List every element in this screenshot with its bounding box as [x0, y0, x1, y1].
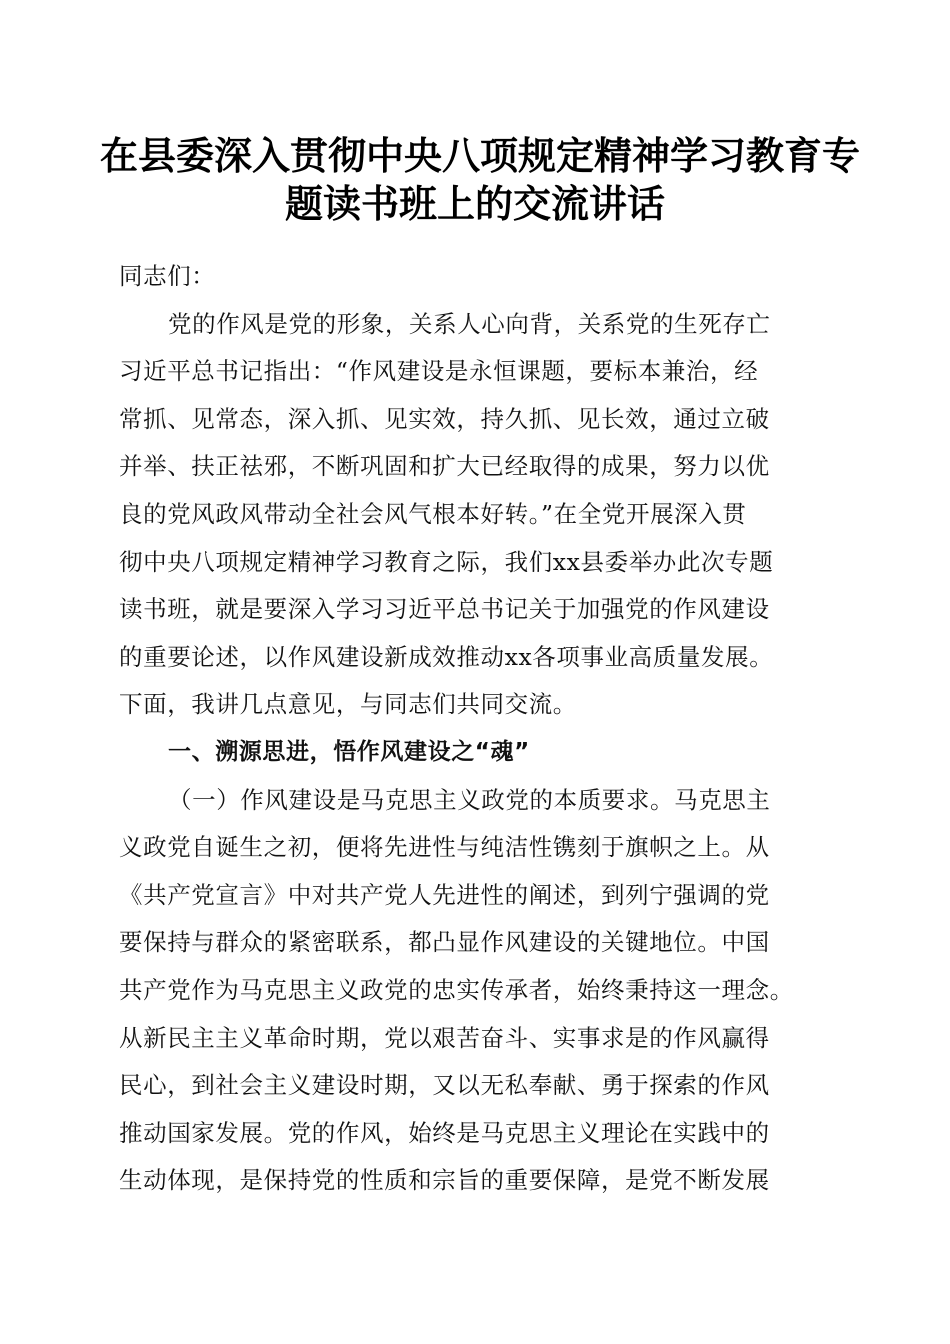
paragraph-line: 从新民主主义革命时期，党以艰苦奋斗、实事求是的作风赢得 — [119, 1023, 770, 1052]
paragraph-line: 并举、扶正祛邪，不断巩固和扩大已经取得的成果，努力以优 — [119, 452, 770, 481]
document-body — [119, 253, 834, 1205]
paragraph-line: 生动体现，是保持党的性质和宗旨的重要保障，是党不断发展 — [119, 1166, 770, 1195]
paragraph-line: 彻中央八项规定精神学习教育之际，我们xx县委举办此次专题 — [119, 547, 774, 576]
paragraph-line: 义政党自诞生之初，便将先进性与纯洁性镌刻于旗帜之上。从 — [119, 833, 770, 862]
paragraph-line: 要保持与群众的紧密联系，都凸显作风建设的关键地位。中国 — [119, 928, 770, 957]
paragraph-line: 常抓、见常态，深入抓、见实效，持久抓、见长效，通过立破 — [119, 404, 770, 433]
paragraph-line: 下面，我讲几点意见，与同志们共同交流。 — [119, 690, 577, 719]
paragraph-1 — [119, 301, 834, 729]
paragraph-line: 良的党风政风带动全社会风气根本好转。”在全党开展深入贯 — [119, 499, 747, 528]
paragraph-line: 党的作风是党的形象，关系人心向背，关系党的生死存亡 — [168, 309, 771, 338]
salutation: 同志们： — [119, 262, 216, 290]
title-line-2: 题读书班上的交流讲话 — [284, 181, 665, 226]
document-title — [100, 132, 861, 228]
paragraph-line: 的重要论述，以作风建设新成效推动xx各项事业高质量发展。 — [119, 642, 774, 671]
title-line-1: 在县委深入贯彻中央八项规定精神学习教育专 — [100, 133, 861, 178]
paragraph-line: 共产党作为马克思主义政党的忠实传承者，始终秉持这一理念。 — [119, 975, 794, 1004]
paragraph-line: （一）作风建设是马克思主义政党的本质要求。马克思主 — [168, 785, 771, 814]
paragraph-line: 民心，到社会主义建设时期，又以无私奉献、勇于探索的作风 — [119, 1071, 770, 1100]
section-heading: 一、溯源思进，悟作风建设之“魂” — [168, 738, 530, 765]
paragraph-line: 推动国家发展。党的作风，始终是马克思主义理论在实践中的 — [119, 1118, 770, 1147]
paragraph-2 — [119, 777, 834, 1205]
paragraph-line: 习近平总书记指出：“作风建设是永恒课题，要标本兼治，经 — [119, 357, 759, 386]
paragraph-line: 读书班，就是要深入学习习近平总书记关于加强党的作风建设 — [119, 595, 770, 624]
paragraph-line: 《共产党宣言》中对共产党人先进性的阐述，到列宁强调的党 — [119, 880, 770, 909]
